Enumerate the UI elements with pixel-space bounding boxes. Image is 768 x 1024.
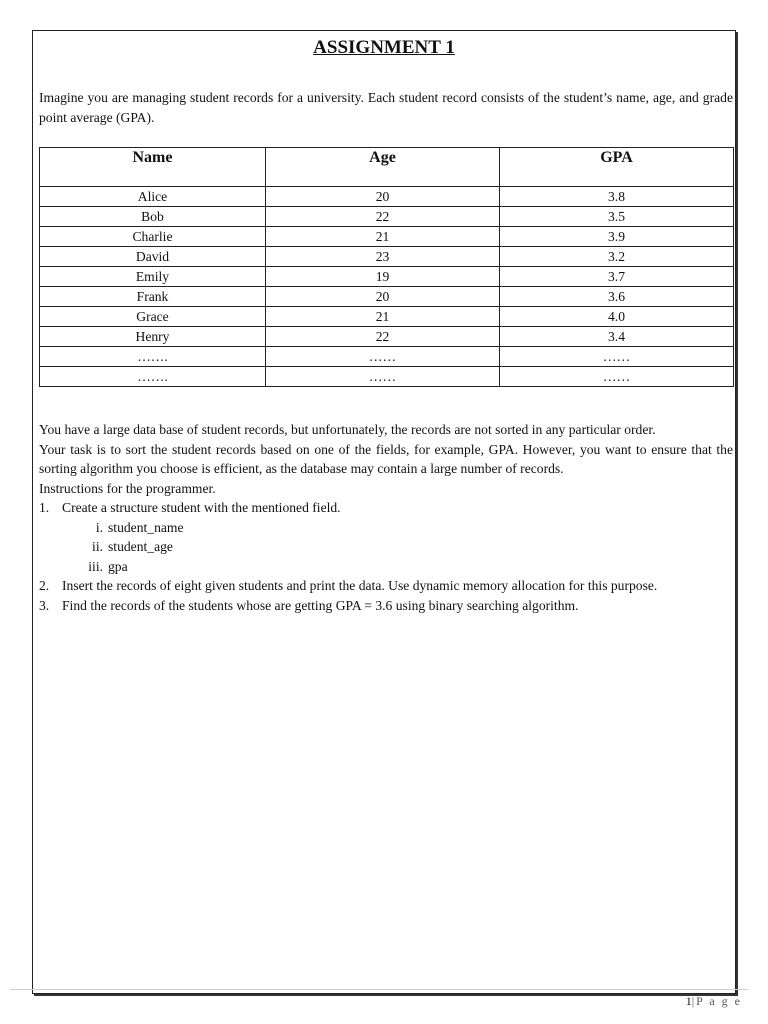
header-gpa: GPA — [500, 148, 734, 187]
intro-paragraph: Imagine you are managing student records for a university. Each student record consists of the student’s name, age, and grade point average (GPA). — [39, 90, 733, 125]
table-row — [40, 247, 734, 267]
assignment-title: ASSIGNMENT 1 — [313, 37, 455, 58]
table-row — [40, 367, 734, 387]
cell-gpa: …… — [500, 367, 734, 387]
table-header-row — [40, 148, 734, 187]
cell-name: Henry — [40, 327, 266, 347]
cell-name: ……. — [40, 347, 266, 367]
cell-name: Alice — [40, 187, 266, 207]
sublist-item: i. student_name — [95, 519, 184, 535]
task-paragraph: Your task is to sort the student records based on one of the fields, for example, GPA. However, you want to ensure that the sorting algorithm you choose is efficient, as the database may contain a large number of records. — [39, 441, 733, 476]
student-records-table — [39, 147, 734, 387]
table-row — [40, 207, 734, 227]
cell-age: 21 — [266, 307, 500, 327]
cell-gpa: 3.9 — [500, 227, 734, 247]
table-row — [40, 287, 734, 307]
cell-gpa: 3.7 — [500, 267, 734, 287]
cell-gpa: 3.4 — [500, 327, 734, 347]
cell-gpa: 4.0 — [500, 307, 734, 327]
table-row — [40, 227, 734, 247]
page-number: 1 — [685, 994, 692, 1008]
footer-rule — [10, 989, 748, 990]
instructions-heading: Instructions for the programmer. — [39, 480, 216, 496]
cell-age: 22 — [266, 327, 500, 347]
cell-age: …… — [266, 367, 500, 387]
cell-age: 19 — [266, 267, 500, 287]
cell-gpa: 3.8 — [500, 187, 734, 207]
cell-gpa: …… — [500, 347, 734, 367]
footer-separator: | — [691, 994, 697, 1008]
cell-age: 22 — [266, 207, 500, 227]
cell-age: 23 — [266, 247, 500, 267]
list-item: 3. Find the records of the students whose are getting GPA = 3.6 using binary searching algorithm. — [39, 597, 579, 613]
table-row — [40, 307, 734, 327]
instructions-list — [39, 498, 733, 615]
table-row — [40, 327, 734, 347]
instructions-block — [39, 420, 733, 615]
cell-name: Bob — [40, 207, 266, 227]
table-row — [40, 267, 734, 287]
sublist-item: iii. gpa — [88, 558, 128, 574]
cell-age: …… — [266, 347, 500, 367]
cell-name: David — [40, 247, 266, 267]
cell-name: Grace — [40, 307, 266, 327]
cell-name: Emily — [40, 267, 266, 287]
cell-age: 21 — [266, 227, 500, 247]
header-age: Age — [266, 148, 500, 187]
list-item: 1. Create a structure student with the mentioned field. i. student_name ii. student_age iii. gpa — [39, 498, 733, 576]
cell-age: 20 — [266, 287, 500, 307]
cell-gpa: 3.5 — [500, 207, 734, 227]
cell-gpa: 3.6 — [500, 287, 734, 307]
page-footer — [686, 994, 742, 1009]
sublist-item: ii. student_age — [92, 539, 173, 554]
cell-gpa: 3.2 — [500, 247, 734, 267]
table-row — [40, 187, 734, 207]
cell-name: Frank — [40, 287, 266, 307]
cell-name: Charlie — [40, 227, 266, 247]
cell-name: ……. — [40, 367, 266, 387]
page-label: P a g e — [696, 994, 742, 1008]
header-name: Name — [40, 148, 266, 187]
list-item: 2. Insert the records of eight given students and print the data. Use dynamic memory allocation for this purpose. — [39, 578, 658, 593]
table-row — [40, 347, 734, 367]
cell-age: 20 — [266, 187, 500, 207]
field-sublist — [88, 518, 733, 577]
problem-paragraph: You have a large data base of student records, but unfortunately, the records are not sorted in any particular order. — [39, 422, 656, 437]
